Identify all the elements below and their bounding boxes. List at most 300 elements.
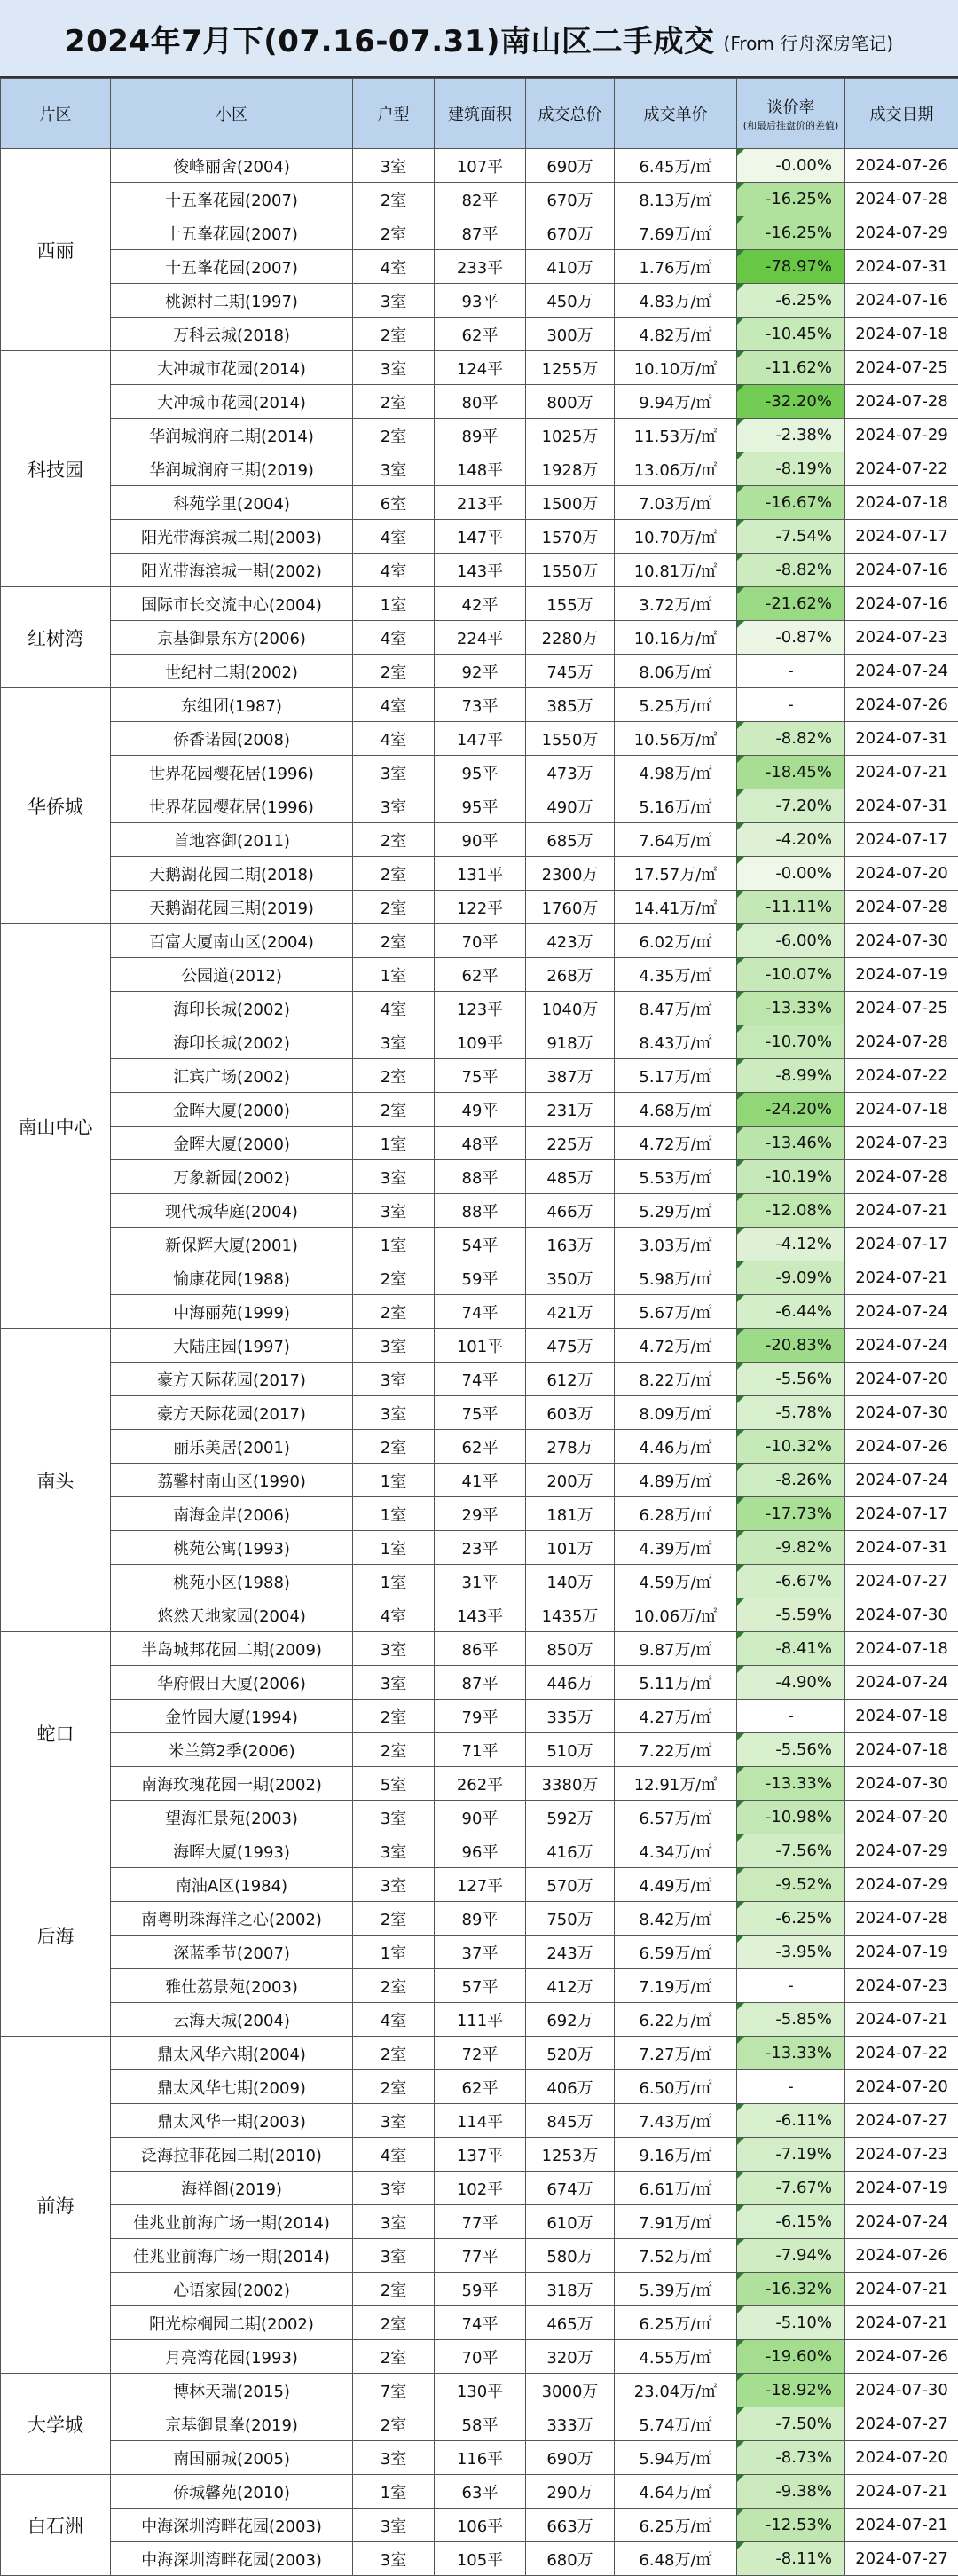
- cell-marker-icon: [737, 1430, 744, 1437]
- table-row: [1, 621, 958, 655]
- estate-name: 大冲城市花园(2014): [111, 351, 353, 385]
- discount-rate-value: -7.20%: [775, 797, 832, 815]
- cell-marker-icon: [737, 1059, 744, 1066]
- discount-rate: [737, 2475, 845, 2509]
- total-price: 101万: [526, 1531, 615, 1565]
- table-header: [1, 79, 958, 149]
- table-row: [1, 351, 958, 385]
- discount-rate: [737, 958, 845, 992]
- deal-date: 2024-07-24: [845, 655, 958, 688]
- unit-price: 10.56万/㎡: [615, 722, 737, 756]
- floor-area: 88平: [435, 1194, 526, 1228]
- deal-date: 2024-07-19: [845, 958, 958, 992]
- total-price: 473万: [526, 756, 615, 789]
- district-cell: 前海: [1, 2037, 111, 2374]
- room-type: 3室: [353, 1160, 435, 1194]
- deal-date: 2024-07-29: [845, 1868, 958, 1902]
- header-unit: 成交单价: [615, 79, 737, 149]
- table-row: [1, 891, 958, 924]
- cell-marker-icon: [737, 1902, 744, 1909]
- table-row: [1, 2037, 958, 2070]
- total-price: 1435万: [526, 1598, 615, 1632]
- total-price: 1550万: [526, 554, 615, 587]
- unit-price: 7.91万/㎡: [615, 2205, 737, 2239]
- cell-marker-icon: [737, 1194, 744, 1201]
- discount-rate-value: -13.46%: [766, 1134, 832, 1152]
- deal-date: 2024-07-18: [845, 1632, 958, 1666]
- table-row: [1, 2172, 958, 2205]
- table-row: [1, 1194, 958, 1228]
- floor-area: 75平: [435, 1396, 526, 1430]
- unit-price: 9.94万/㎡: [615, 385, 737, 419]
- cell-marker-icon: [737, 756, 744, 763]
- room-type: 3室: [353, 1329, 435, 1363]
- estate-name: 桃苑小区(1988): [111, 1565, 353, 1598]
- unit-price: 4.83万/㎡: [615, 284, 737, 318]
- unit-price: 3.72万/㎡: [615, 587, 737, 621]
- deal-date: 2024-07-18: [845, 1700, 958, 1733]
- cell-marker-icon: [737, 587, 744, 594]
- total-price: 603万: [526, 1396, 615, 1430]
- table-row: [1, 2340, 958, 2374]
- deal-date: 2024-07-20: [845, 1363, 958, 1396]
- cell-marker-icon: [737, 2542, 744, 2549]
- floor-area: 59平: [435, 2273, 526, 2306]
- total-price: 268万: [526, 958, 615, 992]
- unit-price: 8.42万/㎡: [615, 1902, 737, 1936]
- total-price: 163万: [526, 1228, 615, 1261]
- unit-price: 6.28万/㎡: [615, 1497, 737, 1531]
- table-row: [1, 183, 958, 216]
- discount-rate: [737, 1834, 845, 1868]
- table-row: [1, 1565, 958, 1598]
- total-price: 412万: [526, 1969, 615, 2003]
- cell-marker-icon: [737, 1666, 744, 1673]
- floor-area: 88平: [435, 1160, 526, 1194]
- discount-rate: [737, 655, 845, 688]
- discount-rate-value: -11.62%: [766, 358, 832, 377]
- estate-name: 金晖大厦(2000): [111, 1093, 353, 1127]
- room-type: 4室: [353, 2003, 435, 2037]
- discount-rate: [737, 1194, 845, 1228]
- floor-area: 74平: [435, 1363, 526, 1396]
- discount-rate-value: -7.67%: [775, 2179, 832, 2197]
- discount-rate-value: -5.85%: [775, 2010, 832, 2029]
- discount-rate-value: -9.38%: [775, 2482, 832, 2501]
- room-type: 3室: [353, 351, 435, 385]
- estate-name: 世界花园樱花居(1996): [111, 756, 353, 789]
- room-type: 3室: [353, 2172, 435, 2205]
- table-row: [1, 419, 958, 452]
- room-type: 3室: [353, 1194, 435, 1228]
- estate-name: 十五峯花园(2007): [111, 250, 353, 284]
- estate-name: 雅仕荔景苑(2003): [111, 1969, 353, 2003]
- floor-area: 137平: [435, 2138, 526, 2172]
- deal-date: 2024-07-31: [845, 250, 958, 284]
- estate-name: 百富大厦南山区(2004): [111, 924, 353, 958]
- discount-rate-value: -24.20%: [766, 1100, 832, 1119]
- discount-rate: [737, 891, 845, 924]
- room-type: 4室: [353, 992, 435, 1025]
- discount-rate: [737, 688, 845, 722]
- unit-price: 9.87万/㎡: [615, 1632, 737, 1666]
- floor-area: 87平: [435, 216, 526, 250]
- unit-price: 8.09万/㎡: [615, 1396, 737, 1430]
- discount-rate: [737, 992, 845, 1025]
- cell-marker-icon: [737, 1868, 744, 1875]
- discount-rate-value: -16.67%: [766, 493, 832, 512]
- cell-marker-icon: [737, 1025, 744, 1033]
- total-price: 446万: [526, 1666, 615, 1700]
- deal-date: 2024-07-19: [845, 1936, 958, 1969]
- table-row: [1, 924, 958, 958]
- deal-date: 2024-07-23: [845, 1969, 958, 2003]
- estate-name: 十五峯花园(2007): [111, 183, 353, 216]
- cell-marker-icon: [737, 1834, 744, 1842]
- total-price: 416万: [526, 1834, 615, 1868]
- floor-area: 95平: [435, 789, 526, 823]
- deal-date: 2024-07-29: [845, 419, 958, 452]
- total-price: 918万: [526, 1025, 615, 1059]
- discount-rate-value: -16.25%: [766, 224, 832, 242]
- discount-rate: [737, 452, 845, 486]
- deal-date: 2024-07-23: [845, 621, 958, 655]
- estate-name: 华润城润府三期(2019): [111, 452, 353, 486]
- discount-rate: [737, 486, 845, 520]
- estate-name: 万象新园(2002): [111, 1160, 353, 1194]
- discount-rate: [737, 2407, 845, 2441]
- deal-date: 2024-07-28: [845, 1902, 958, 1936]
- room-type: 2室: [353, 924, 435, 958]
- deal-date: 2024-07-18: [845, 1733, 958, 1767]
- floor-area: 213平: [435, 486, 526, 520]
- deal-date: 2024-07-27: [845, 2542, 958, 2576]
- deal-date: 2024-07-21: [845, 2509, 958, 2542]
- discount-rate-value: -9.52%: [775, 1875, 832, 1894]
- total-price: 1253万: [526, 2138, 615, 2172]
- discount-rate: [737, 216, 845, 250]
- cell-marker-icon: [737, 1261, 744, 1268]
- total-price: 592万: [526, 1801, 615, 1834]
- floor-area: 74平: [435, 2306, 526, 2340]
- discount-rate: [737, 1733, 845, 1767]
- estate-name: 丽乐美居(2001): [111, 1430, 353, 1464]
- deal-date: 2024-07-29: [845, 216, 958, 250]
- discount-rate-value: -4.90%: [775, 1673, 832, 1692]
- table-row: [1, 857, 958, 891]
- discount-rate-value: -21.62%: [766, 594, 832, 613]
- cell-marker-icon: [737, 1464, 744, 1471]
- total-price: 466万: [526, 1194, 615, 1228]
- floor-area: 86平: [435, 1632, 526, 1666]
- room-type: 6室: [353, 486, 435, 520]
- discount-rate: [737, 183, 845, 216]
- table-row: [1, 2441, 958, 2475]
- floor-area: 62平: [435, 958, 526, 992]
- cell-marker-icon: [737, 2340, 744, 2347]
- room-type: 4室: [353, 621, 435, 655]
- estate-name: 阳光带海滨城一期(2002): [111, 554, 353, 587]
- total-price: 750万: [526, 1902, 615, 1936]
- cell-marker-icon: [737, 2475, 744, 2482]
- discount-rate: [737, 2239, 845, 2273]
- table-row: [1, 1329, 958, 1363]
- floor-area: 123平: [435, 992, 526, 1025]
- cell-marker-icon: [737, 924, 744, 931]
- unit-price: 6.50万/㎡: [615, 2070, 737, 2104]
- floor-area: 62平: [435, 318, 526, 351]
- estate-name: 博林天瑞(2015): [111, 2374, 353, 2407]
- header-type: 户型: [353, 79, 435, 149]
- floor-area: 224平: [435, 621, 526, 655]
- cell-marker-icon: [737, 1329, 744, 1336]
- header-rate-note: (和最后挂盘价的差值): [737, 120, 844, 132]
- table-row: [1, 2306, 958, 2340]
- floor-area: 130平: [435, 2374, 526, 2407]
- unit-price: 10.70万/㎡: [615, 520, 737, 554]
- district-cell: 白石洲: [1, 2475, 111, 2576]
- floor-area: 114平: [435, 2104, 526, 2138]
- room-type: 1室: [353, 958, 435, 992]
- unit-price: 17.57万/㎡: [615, 857, 737, 891]
- floor-area: 58平: [435, 2407, 526, 2441]
- discount-rate: [737, 1464, 845, 1497]
- room-type: 4室: [353, 688, 435, 722]
- room-type: 2室: [353, 857, 435, 891]
- unit-price: 7.19万/㎡: [615, 1969, 737, 2003]
- estate-name: 中海深圳湾畔花园(2003): [111, 2542, 353, 2576]
- floor-area: 59平: [435, 1261, 526, 1295]
- discount-rate: [737, 2542, 845, 2576]
- floor-area: 62平: [435, 1430, 526, 1464]
- deal-date: 2024-07-18: [845, 318, 958, 351]
- discount-rate: [737, 1261, 845, 1295]
- table-row: [1, 1767, 958, 1801]
- deal-date: 2024-07-30: [845, 924, 958, 958]
- total-price: 570万: [526, 1868, 615, 1902]
- total-price: 385万: [526, 688, 615, 722]
- discount-rate: [737, 419, 845, 452]
- floor-area: 93平: [435, 284, 526, 318]
- cell-marker-icon: [737, 2205, 744, 2212]
- discount-rate-value: -6.67%: [775, 1572, 832, 1590]
- floor-area: 96平: [435, 1834, 526, 1868]
- discount-rate-value: -7.50%: [775, 2415, 832, 2433]
- total-price: 490万: [526, 789, 615, 823]
- table-row: [1, 2374, 958, 2407]
- discount-rate-value: -7.56%: [775, 1842, 832, 1860]
- cell-marker-icon: [737, 857, 744, 864]
- total-price: 1550万: [526, 722, 615, 756]
- discount-rate: [737, 2306, 845, 2340]
- estate-name: 南粤明珠海洋之心(2002): [111, 1902, 353, 1936]
- discount-rate: [737, 2509, 845, 2542]
- unit-price: 8.47万/㎡: [615, 992, 737, 1025]
- floor-area: 31平: [435, 1565, 526, 1598]
- estate-name: 国际市长交流中心(2004): [111, 587, 353, 621]
- cell-marker-icon: [737, 1733, 744, 1740]
- floor-area: 92平: [435, 655, 526, 688]
- table-row: [1, 216, 958, 250]
- unit-price: 4.49万/㎡: [615, 1868, 737, 1902]
- floor-area: 124平: [435, 351, 526, 385]
- room-type: 2室: [353, 216, 435, 250]
- unit-price: 4.27万/㎡: [615, 1700, 737, 1733]
- room-type: 2室: [353, 1093, 435, 1127]
- discount-rate: [737, 1430, 845, 1464]
- floor-area: 74平: [435, 1295, 526, 1329]
- table-row: [1, 1801, 958, 1834]
- estate-name: 鼎太风华一期(2003): [111, 2104, 353, 2138]
- cell-marker-icon: [737, 520, 744, 527]
- floor-area: 109平: [435, 1025, 526, 1059]
- discount-rate: [737, 1059, 845, 1093]
- estate-name: 荔馨村南山区(1990): [111, 1464, 353, 1497]
- estate-name: 海祥阁(2019): [111, 2172, 353, 2205]
- discount-rate-value: -8.82%: [775, 561, 832, 579]
- header-total: 成交总价: [526, 79, 615, 149]
- table-row: [1, 149, 958, 183]
- table-row: [1, 1160, 958, 1194]
- room-type: 3室: [353, 756, 435, 789]
- discount-rate: [737, 1801, 845, 1834]
- room-type: 4室: [353, 1598, 435, 1632]
- unit-price: 4.72万/㎡: [615, 1329, 737, 1363]
- unit-price: 4.89万/㎡: [615, 1464, 737, 1497]
- header-district: 片区: [1, 79, 111, 149]
- header-date: 成交日期: [845, 79, 958, 149]
- source-note: (From 行舟深房笔记): [724, 29, 894, 55]
- estate-name: 世纪村二期(2002): [111, 655, 353, 688]
- total-price: 231万: [526, 1093, 615, 1127]
- floor-area: 95平: [435, 756, 526, 789]
- estate-name: 世界花园樱花居(1996): [111, 789, 353, 823]
- total-price: 335万: [526, 1700, 615, 1733]
- discount-rate-value: -5.56%: [775, 1370, 832, 1388]
- estate-name: 金竹园大厦(1994): [111, 1700, 353, 1733]
- total-price: 406万: [526, 2070, 615, 2104]
- discount-rate-value: -0.87%: [775, 628, 832, 647]
- discount-rate-value: -6.15%: [775, 2212, 832, 2231]
- deal-date: 2024-07-26: [845, 149, 958, 183]
- cell-marker-icon: [737, 1396, 744, 1403]
- floor-area: 122平: [435, 891, 526, 924]
- discount-rate: [737, 1868, 845, 1902]
- district-cell: 南头: [1, 1329, 111, 1632]
- discount-rate-value: -4.20%: [775, 830, 832, 849]
- discount-rate: [737, 2138, 845, 2172]
- cell-marker-icon: [737, 149, 744, 156]
- discount-rate-value: -: [788, 662, 794, 680]
- table-row: [1, 1531, 958, 1565]
- discount-rate-value: -6.11%: [775, 2111, 832, 2130]
- discount-rate: [737, 1363, 845, 1396]
- table-row: [1, 2542, 958, 2576]
- room-type: 7室: [353, 2374, 435, 2407]
- deal-date: 2024-07-23: [845, 1127, 958, 1160]
- unit-price: 10.10万/㎡: [615, 351, 737, 385]
- room-type: 3室: [353, 1666, 435, 1700]
- total-price: 663万: [526, 2509, 615, 2542]
- floor-area: 42平: [435, 587, 526, 621]
- unit-price: 7.64万/㎡: [615, 823, 737, 857]
- total-price: 680万: [526, 2542, 615, 2576]
- cell-marker-icon: [737, 1093, 744, 1100]
- total-price: 300万: [526, 318, 615, 351]
- unit-price: 8.06万/㎡: [615, 655, 737, 688]
- deal-date: 2024-07-21: [845, 1261, 958, 1295]
- unit-price: 6.22万/㎡: [615, 2003, 737, 2037]
- table-row: [1, 1666, 958, 1700]
- total-price: 845万: [526, 2104, 615, 2138]
- table-row: [1, 284, 958, 318]
- estate-name: 豪方天际花园(2017): [111, 1396, 353, 1430]
- discount-rate-value: -12.53%: [766, 2516, 832, 2534]
- cell-marker-icon: [737, 1228, 744, 1235]
- header-rate: [737, 79, 845, 149]
- discount-rate: [737, 1969, 845, 2003]
- cell-marker-icon: [737, 621, 744, 628]
- discount-rate: [737, 2104, 845, 2138]
- room-type: 3室: [353, 149, 435, 183]
- table-row: [1, 250, 958, 284]
- estate-name: 侨香诺园(2008): [111, 722, 353, 756]
- unit-price: 5.29万/㎡: [615, 1194, 737, 1228]
- cell-marker-icon: [737, 183, 744, 190]
- total-price: 3000万: [526, 2374, 615, 2407]
- discount-rate: [737, 2441, 845, 2475]
- unit-price: 6.25万/㎡: [615, 2306, 737, 2340]
- discount-rate-value: -5.59%: [775, 1606, 832, 1624]
- table-row: [1, 958, 958, 992]
- estate-name: 中海丽苑(1999): [111, 1295, 353, 1329]
- total-price: 243万: [526, 1936, 615, 1969]
- table-row: [1, 722, 958, 756]
- floor-area: 62平: [435, 2070, 526, 2104]
- floor-area: 107平: [435, 149, 526, 183]
- room-type: 3室: [353, 1868, 435, 1902]
- room-type: 2室: [353, 2037, 435, 2070]
- deal-date: 2024-07-26: [845, 1430, 958, 1464]
- discount-rate: [737, 1160, 845, 1194]
- total-price: 320万: [526, 2340, 615, 2374]
- deal-date: 2024-07-22: [845, 1059, 958, 1093]
- discount-rate-value: -10.19%: [766, 1167, 832, 1186]
- estate-name: 侨城馨苑(2010): [111, 2475, 353, 2509]
- discount-rate-value: -17.73%: [766, 1504, 832, 1523]
- deal-date: 2024-07-16: [845, 284, 958, 318]
- total-price: 155万: [526, 587, 615, 621]
- discount-rate-value: -5.56%: [775, 1740, 832, 1759]
- estate-name: 桃苑公寓(1993): [111, 1531, 353, 1565]
- discount-rate-value: -10.45%: [766, 325, 832, 343]
- discount-rate-value: -10.98%: [766, 1808, 832, 1826]
- deal-date: 2024-07-31: [845, 722, 958, 756]
- cell-marker-icon: [737, 1127, 744, 1134]
- room-type: 4室: [353, 554, 435, 587]
- discount-rate-value: -8.41%: [775, 1639, 832, 1658]
- estate-name: 南海金岸(2006): [111, 1497, 353, 1531]
- deal-date: 2024-07-29: [845, 1834, 958, 1868]
- room-type: 1室: [353, 1565, 435, 1598]
- table-row: [1, 318, 958, 351]
- cell-marker-icon: [737, 1497, 744, 1504]
- cell-marker-icon: [737, 2104, 744, 2111]
- room-type: 3室: [353, 2542, 435, 2576]
- estate-name: 豪方天际花园(2017): [111, 1363, 353, 1396]
- discount-rate: [737, 1025, 845, 1059]
- total-price: 410万: [526, 250, 615, 284]
